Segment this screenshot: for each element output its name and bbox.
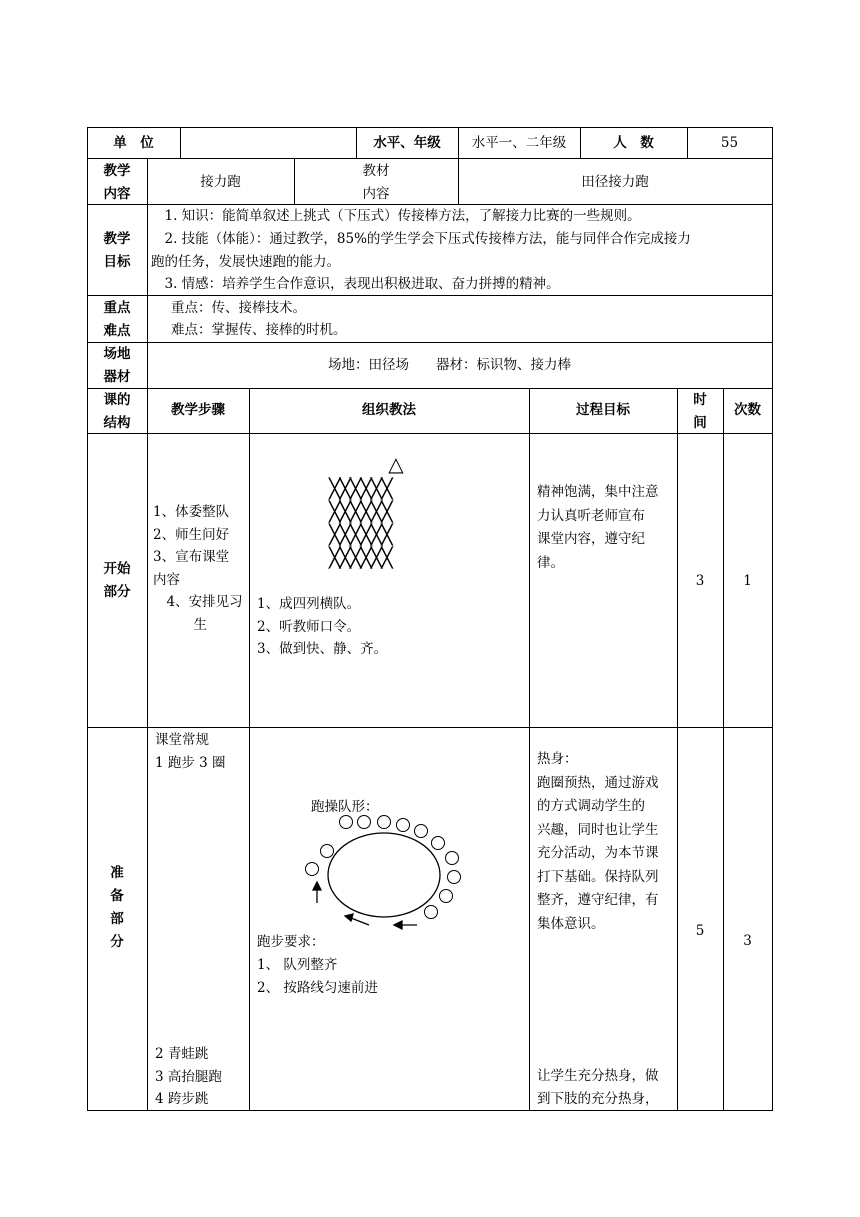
count-value: 55 [720,135,739,151]
teacher-triangle-icon: △ [388,452,404,476]
key-points-label: 重点 难点 [103,300,131,339]
start-time: 3 [695,573,705,589]
runner-circle [397,819,410,832]
objective-line-2: 2. 技能（体能）：通过教学，85%的学生学会下压式传接棒方法，能与同伴合作完成接力 [151,231,691,247]
prep-goal-top: 热身： 跑圈预热，通过游戏 的方式调动学生的 兴趣，同时也让学生 充分活动，为本节课 打下基础。保持队列 整齐，遵守纪律，有 集体意识。 [537,751,659,932]
runner-circle [415,825,428,838]
material-label: 教材 内容 [362,163,390,202]
objective-line-4: 3. 情感：培养学生合作意识，表现出积极进取、奋力拼搏的精神。 [151,276,560,292]
material-value: 田径接力跑 [581,174,649,190]
objective-line-3: 跑的任务，发展快速跑的能力。 [151,254,340,270]
prep-time: 5 [695,923,705,939]
formation-row: ╳╳╳╳╳╳ [329,478,392,500]
prep-section-label: 准 备 部 分 [110,865,124,950]
arrow-left-icon [345,914,353,921]
objective-line-1: 1. 知识：能简单叙述上挑式（下压式）传接棒方法，了解接力比赛的一些规则。 [151,208,641,224]
track-ellipse [328,833,440,917]
level-label: 水平、年级 [373,135,441,151]
col-method: 组织教法 [362,402,416,418]
formation-row: ╳╳╳╳╳╳ [329,501,392,523]
runner-circle [425,906,438,919]
start-steps: 1、体委整队 2、师生问好 3、宣布课堂 内容 4、安排见习 生 [153,504,243,633]
prep-steps-top: 课堂常规 1 跑步 3 圈 [155,732,226,771]
prep-steps-bottom: 2 青蛙跳 3 高抬腿跑 4 跨步跳 [155,1046,222,1107]
difficult-point: 难点：掌握传、接棒的时机。 [171,322,347,338]
start-method: 1、成四列横队。 2、听教师口令。 3、做到快、静、齐。 [257,596,388,657]
start-goal: 精神饱满，集中注意 力认真听老师宣布 课堂内容，遵守纪 律。 [537,484,659,571]
count-label: 人 数 [613,135,654,151]
content-value: 接力跑 [200,174,241,190]
arrow-left-icon [394,921,402,929]
col-steps: 教学步骤 [171,402,225,418]
unit-label: 单 位 [113,135,154,151]
prep-method: 跑步要求： 1、 队列整齐 2、 按路线匀速前进 [257,934,378,996]
key-point: 重点：传、接棒技术。 [171,300,306,316]
level-value: 水平一、二年级 [471,135,567,151]
prep-goal-bottom: 让学生充分热身，做 到下肢的充分热身， [537,1068,659,1107]
direction-arrows [313,882,417,929]
start-reps: 1 [743,573,752,589]
runner-circle [306,863,319,876]
runner-circle [340,816,353,829]
venue-value: 场地：田径场 器材：标识物、接力棒 [328,357,571,373]
col-reps: 次数 [734,402,761,418]
formation-row: ╳╳╳╳╳╳ [329,547,392,569]
runner-circle [446,852,459,865]
runner-circle [378,816,391,829]
runner-circle [358,816,371,829]
runner-circle [432,837,445,850]
arrow-up-icon [313,882,321,890]
arrow-left-icon [351,918,369,925]
runner-circle [440,890,453,903]
start-section-label: 开始 部分 [103,561,131,600]
formation-title: 跑操队形： [311,799,379,815]
col-structure: 课的 结构 [103,392,131,431]
col-time: 时 间 [693,392,707,431]
formation-row: ╳╳╳╳╳╳ [329,524,392,546]
prep-reps: 3 [743,933,752,949]
content-label: 教学 内容 [103,163,131,202]
col-goal: 过程目标 [576,402,630,418]
runner-circle [321,845,334,858]
runner-circle [448,871,461,884]
objectives-label: 教学 目标 [103,231,131,270]
venue-label: 场地 器材 [103,346,131,385]
